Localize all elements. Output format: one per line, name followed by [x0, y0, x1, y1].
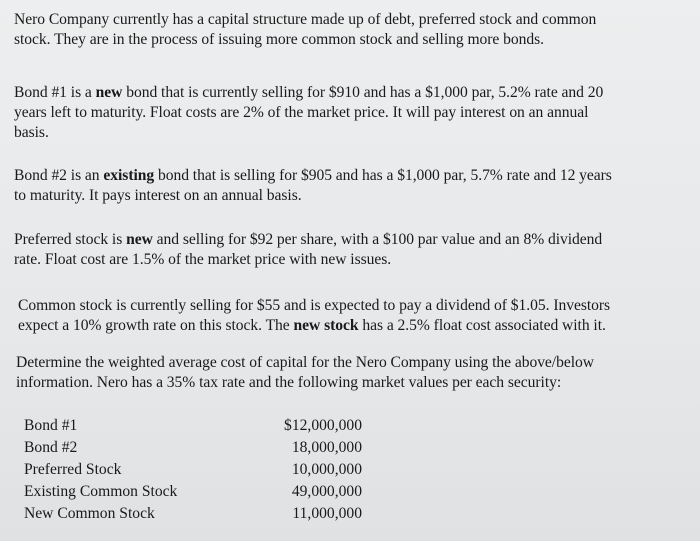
security-value: 10,000,000	[291, 461, 362, 478]
bond1-rest: bond that is currently selling for $910 and has a $1,000 par, 5.2% rate and 20	[122, 84, 604, 101]
preferred-emphasis: new	[126, 231, 153, 248]
preferred-paragraph	[14, 230, 690, 270]
bond1-line-2: years left to maturity. Float costs are 2% of the market price. It will pay interest on an annual	[14, 104, 589, 121]
bond1-paragraph	[14, 83, 690, 143]
bond1-line-1	[14, 83, 690, 103]
table-row	[24, 437, 362, 459]
security-value: 18,000,000	[291, 439, 362, 456]
question-line-1: Determine the weighted average cost of capital for the Nero Company using the above/below	[16, 354, 594, 371]
bond2-prefix: Bond #2 is an	[14, 167, 104, 184]
common-emphasis: new stock	[293, 317, 359, 334]
security-value: $12,000,000	[284, 417, 362, 434]
bond2-emphasis: existing	[103, 167, 155, 184]
common-line-2-rest: has a 2.5% float cost associated with it.	[358, 317, 606, 334]
common-line-2-prefix: expect a 10% growth rate on this stock. The	[18, 317, 294, 334]
security-name: New Common Stock	[24, 505, 155, 522]
preferred-line-2: rate. Float cost are 1.5% of the market price with new issues.	[14, 251, 392, 268]
security-name: Bond #1	[24, 417, 78, 434]
question-paragraph	[16, 353, 690, 393]
intro-line-1: Nero Company currently has a capital structure made up of debt, preferred stock and common	[14, 11, 597, 28]
bond2-line-2: to maturity. It pays interest on an annual basis.	[14, 187, 302, 204]
preferred-rest: and selling for $92 per share, with a $100 par value and an 8% dividend	[152, 231, 603, 248]
table-row	[24, 415, 362, 437]
table-row	[24, 481, 362, 503]
common-paragraph	[18, 296, 690, 336]
bond1-line-3: basis.	[14, 124, 49, 141]
bond2-paragraph	[14, 166, 690, 206]
intro-line-2: stock. They are in the process of issuing more common stock and selling more bonds.	[14, 31, 544, 48]
market-values-table	[24, 415, 362, 525]
bond1-prefix: Bond #1 is a	[14, 84, 96, 101]
bond2-line-1	[14, 166, 690, 186]
security-value: 49,000,000	[291, 483, 362, 500]
common-line-1: Common stock is currently selling for $55 and is expected to pay a dividend of $1.05. Investors	[18, 297, 611, 314]
question-line-2: information. Nero has a 35% tax rate and the following market values per each security:	[16, 374, 562, 391]
bond1-emphasis: new	[95, 84, 123, 101]
security-value: 11,000,000	[292, 505, 362, 522]
bond2-rest: bond that is selling for $905 and has a $1,000 par, 5.7% rate and 12 years	[154, 167, 612, 184]
table-row	[24, 459, 362, 481]
security-name: Preferred Stock	[24, 461, 122, 478]
security-name: Bond #2	[24, 439, 78, 456]
table-row	[24, 503, 362, 525]
intro-paragraph	[14, 10, 690, 50]
preferred-line-1	[14, 230, 690, 250]
preferred-prefix: Preferred stock is	[14, 231, 127, 248]
security-name: Existing Common Stock	[24, 483, 178, 500]
common-line-2	[18, 316, 690, 336]
